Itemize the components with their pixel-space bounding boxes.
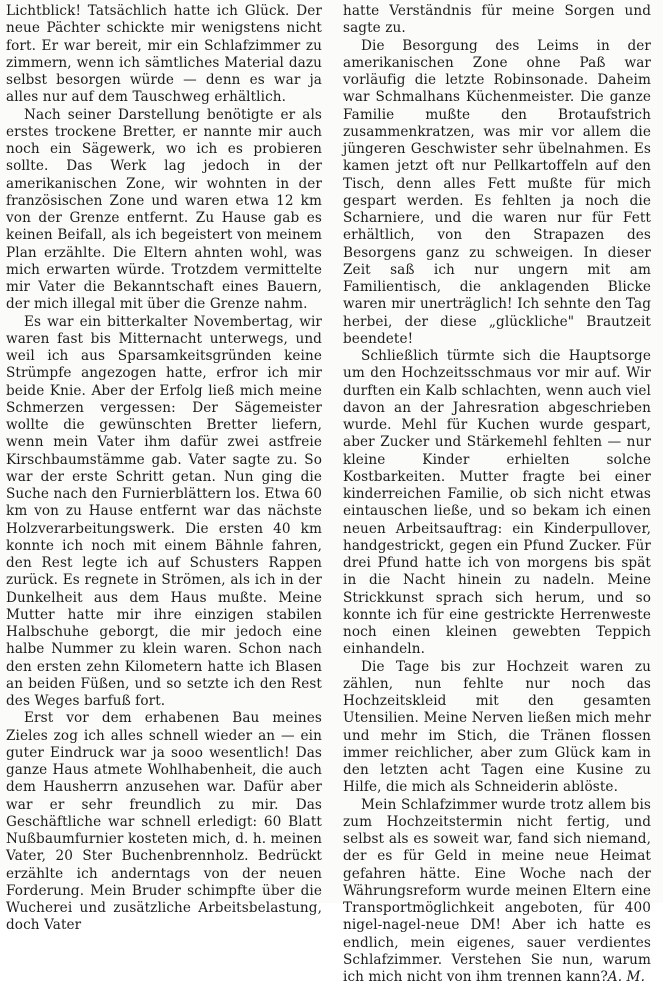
paragraph: Erst vor dem erhabenen Bau meines Zieles zog ich alles schnell wieder an — ein guter Eindruck war ja sooo wesentlich! Das ganze Haus atmete Wohlhabenheit, die auch dem Hausherrn anzusehen war. Dafür aber war er sehr freundlich zu mir. Das Geschäftliche war schnell erledigt: 60 Blatt Nußbaumfurnier kosteten mich, d. h. meinen Vater, 20 Ster Buchenbrennholz. Bedrückt erzählte ich anderntags von der neuen Forderung. Mein Bruder schimpfte über die Wucherei und zusätzliche Arbeitsbelastung, doch Vater xyxy=(6,710,322,934)
paragraph: hatte Verständnis für meine Sorgen und sagte zu. xyxy=(343,3,651,38)
paragraph: Schließlich türmte sich die Hauptsorge um den Hochzeitsschmaus vor mir auf. Wir durften ein Kalb schlachten, wenn auch viel davon an der Jahresration abgeschrieben wurde. Mehl für Kuchen wurde gespart, aber Zucker und Stärkemehl fehlten — nur kleine Kinder erhielten solche Kostbarkeiten. Mutter fragte bei einer kinderreichen Familie, ob sich nicht etwas eintauschen ließe, und so bekam ich einen neuen Arbeitsauftrag: ein Kinderpullover, handgestrickt, gegen ein Pfund Zucker. Für drei Pfund hatte ich von morgens bis spät in die Nacht hinein zu nadeln. Meine Strickkunst sprach sich herum, und so konnte ich für eine gestrickte Herrenweste noch einen kleinen gewebten Teppich einhandeln. xyxy=(343,348,651,659)
paragraph: Die Besorgung des Leims in der amerikanischen Zone ohne Paß war vorläufig die letzte Robinsonade. Daheim war Schmalhans Küchenmeister. Die ganze Familie mußte den Brotaufstrich zusammenkratzen, was mir vor allem die jüngeren Geschwister sehr übelnahmen. Es kamen jetzt oft nur Pellkartoffeln auf den Tisch, denn alles Fett mußte für mich gespart werden. Es fehlten ja noch die Scharniere, und die waren nur für Fett erhältlich, von den Strapazen des Besorgens ganz zu schweigen. In dieser Zeit saß ich nur ungern mit am Familientisch, die anklagenden Blicke waren mir unerträglich! Ich sehnte den Tag herbei, der diese „glückliche" Brautzeit beendete! xyxy=(343,38,651,349)
author-signature: A. M. xyxy=(343,969,651,986)
paragraph: Nach seiner Darstellung benötigte er als erstes trockene Bretter, er nannte mir auch noch ein Sägewerk, wo ich es probieren sollte. Das Werk lag jedoch in der amerikanischen Zone, wir wohnten in der französischen Zone und waren etwa 12 km von der Grenze entfernt. Zu Hause gab es keinen Beifall, als ich begeistert von meinem Plan erzählte. Die Eltern ahnten wohl, was mich erwarten würde. Trotzdem vermittelte mir Vater die Bekanntschaft eines Bauern, der mich illegal mit über die Grenze nahm. xyxy=(6,107,322,314)
paragraph: Die Tage bis zur Hochzeit waren zu zählen, nun fehlte nur noch das Hochzeitskleid mit den gesamten Utensilien. Meine Nerven ließen mich mehr und mehr im Stich, die Tränen flossen immer reichlicher, aber zum Glück kam in den letzten acht Tagen eine Kusine zu Hilfe, die mich als Schneiderin ablöste. xyxy=(343,659,651,797)
paragraph: Lichtblick! Tatsächlich hatte ich Glück. Der neue Pächter schickte mir wenigstens nicht fort. Er war bereit, mir ein Schlafzimmer zu zimmern, wenn ich sämtliches Material dazu selbst besorgen würde — denn es war ja alles nur auf dem Tauschweg erhältlich. xyxy=(6,3,322,107)
left-column xyxy=(6,3,322,903)
right-column xyxy=(343,3,651,903)
paragraph: Es war ein bitterkalter Novembertag, wir waren fast bis Mitternacht unterwegs, und weil ich aus Sparsamkeitsgründen keine Strümpfe angezogen hatte, erfror ich mir beide Knie. Aber der Erfolg ließ mich meine Schmerzen vergessen: Der Sägemeister wollte die gewünschten Bretter liefern, wenn mein Vater ihm dafür zwei astfreie Kirschbaumstämme gab. Vater sagte zu. So war der erste Schritt getan. Nun ging die Suche nach den Furnierblättern los. Etwa 60 km von zu Hause entfernt war das nächste Holzverarbeitungswerk. Die ersten 40 km konnte ich noch mit einem Bähnle fahren, den Rest legte ich auf Schusters Rappen zurück. Es regnete in Strömen, als ich in der Dunkelheit aus dem Haus mußte. Meine Mutter hatte mir ihre einzigen stabilen Halbschuhe geborgt, die mir jedoch eine halbe Nummer zu klein waren. Schon nach den ersten zehn Kilometern hatte ich Blasen an beiden Füßen, und so setzte ich den Rest des Weges barfuß fort. xyxy=(6,314,322,711)
paragraph: Mein Schlafzimmer wurde trotz allem bis zum Hochzeitstermin nicht fertig, und selbst als es soweit war, fand sich niemand, der es für Geld in meine neue Heimat gefahren hätte. Eine Woche nach der Währungsreform wurde meinen Eltern eine Transportmöglichkeit angeboten, für 400 nigel-nagel-neue DM! Aber ich hatte es endlich, mein eigenes, sauer verdientes Schlafzimmer. Verstehen Sie nun, warum ich mich nicht von ihm trennen kann? xyxy=(343,797,651,986)
